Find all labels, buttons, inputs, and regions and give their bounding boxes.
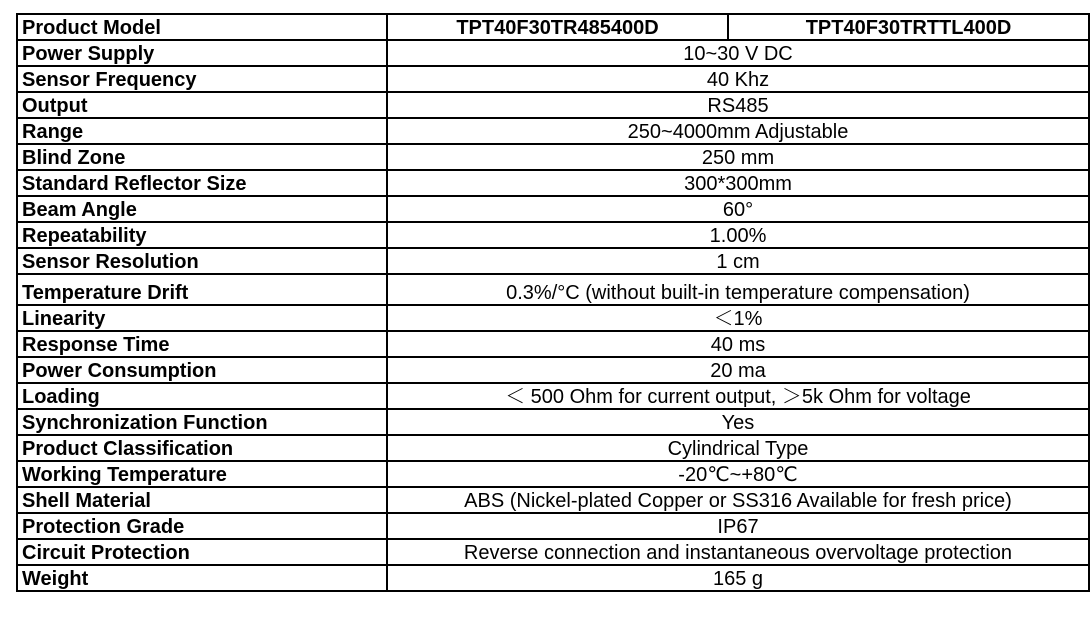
row-label: Sensor Frequency <box>17 66 387 92</box>
table-row <box>17 222 1089 248</box>
table-row <box>17 170 1089 196</box>
row-label: Circuit Protection <box>17 539 387 565</box>
row-label: Power Consumption <box>17 357 387 383</box>
row-value: Yes <box>387 409 1089 435</box>
row-value: 40 Khz <box>387 66 1089 92</box>
row-label: Beam Angle <box>17 196 387 222</box>
table-row <box>17 248 1089 274</box>
row-label: Product Classification <box>17 435 387 461</box>
table-row <box>17 435 1089 461</box>
row-label: Range <box>17 118 387 144</box>
row-value: ABS (Nickel-plated Copper or SS316 Available for fresh price) <box>387 487 1089 513</box>
row-label: Blind Zone <box>17 144 387 170</box>
model-1-cell: TPT40F30TR485400D <box>387 14 728 40</box>
row-label: Protection Grade <box>17 513 387 539</box>
row-value: -20℃~+80℃ <box>387 461 1089 487</box>
row-label: Shell Material <box>17 487 387 513</box>
row-value: ＜1% <box>387 305 1089 331</box>
row-value: 250 mm <box>387 144 1089 170</box>
row-value: 1 cm <box>387 248 1089 274</box>
row-value: 10~30 V DC <box>387 40 1089 66</box>
table-row <box>17 274 1089 305</box>
row-value: Reverse connection and instantaneous overvoltage protection <box>387 539 1089 565</box>
row-value: 40 ms <box>387 331 1089 357</box>
row-label: Output <box>17 92 387 118</box>
table-row <box>17 565 1089 591</box>
model-2-cell: TPT40F30TRTTL400D <box>728 14 1089 40</box>
spec-table <box>16 13 1090 592</box>
row-value: RS485 <box>387 92 1089 118</box>
row-value: 0.3%/°C (without built-in temperature compensation) <box>387 274 1089 305</box>
table-row <box>17 357 1089 383</box>
row-label: Weight <box>17 565 387 591</box>
table-row <box>17 409 1089 435</box>
row-value: 1.00% <box>387 222 1089 248</box>
row-value: ＜ 500 Ohm for current output, ＞5k Ohm for voltage <box>387 383 1089 409</box>
row-label: Loading <box>17 383 387 409</box>
table-row <box>17 331 1089 357</box>
table-header-row <box>17 14 1089 40</box>
header-label-cell: Product Model <box>17 14 387 40</box>
table-row <box>17 66 1089 92</box>
table-row <box>17 196 1089 222</box>
table-row <box>17 305 1089 331</box>
table-row <box>17 539 1089 565</box>
table-row <box>17 461 1089 487</box>
row-label: Linearity <box>17 305 387 331</box>
row-label: Temperature Drift <box>17 274 387 305</box>
table-row <box>17 40 1089 66</box>
row-label: Working Temperature <box>17 461 387 487</box>
row-value: 165 g <box>387 565 1089 591</box>
table-row <box>17 92 1089 118</box>
row-label: Repeatability <box>17 222 387 248</box>
row-value: IP67 <box>387 513 1089 539</box>
table-row <box>17 513 1089 539</box>
row-label: Synchronization Function <box>17 409 387 435</box>
row-value: 250~4000mm Adjustable <box>387 118 1089 144</box>
table-row <box>17 144 1089 170</box>
row-label: Standard Reflector Size <box>17 170 387 196</box>
row-value: Cylindrical Type <box>387 435 1089 461</box>
row-value: 60° <box>387 196 1089 222</box>
row-label: Power Supply <box>17 40 387 66</box>
row-value: 20 ma <box>387 357 1089 383</box>
row-label: Response Time <box>17 331 387 357</box>
table-row <box>17 118 1089 144</box>
row-value: 300*300mm <box>387 170 1089 196</box>
table-row <box>17 383 1089 409</box>
row-label: Sensor Resolution <box>17 248 387 274</box>
table-row <box>17 487 1089 513</box>
